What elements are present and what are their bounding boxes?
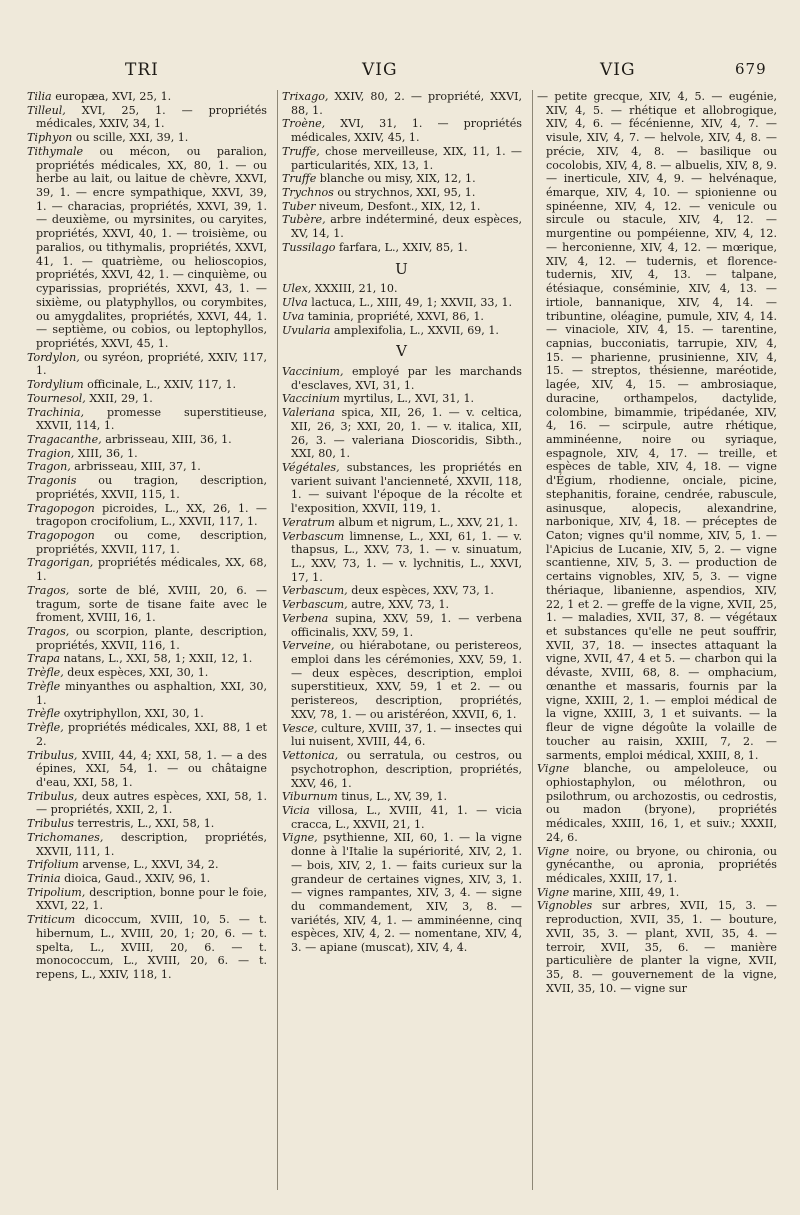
- index-references: sorte de blé, XVIII, 20, 6. — tragum, sorte de tisane faite avec le froment, XVIII, 16, 1.: [36, 583, 267, 625]
- index-references: limnense, L., XXI, 61, 1. — v. thapsus, L., XXV, 73, 1. — v. sinuatum, L., XXV, 73, 1. — v. lychnitis, L., XXVI, 17, 1.: [291, 529, 522, 584]
- index-references: ou serratula, ou cestros, ou psychotrophon, description, propriétés, XXV, 46, 1.: [291, 749, 522, 790]
- index-entry: [27, 406, 267, 433]
- index-references: arbre indéterminé, deux espèces, XV, 14, 1.: [291, 213, 522, 241]
- index-references: ou strychnos, XXI, 95, 1.: [333, 186, 476, 200]
- index-term: Vaccinium: [282, 392, 340, 406]
- index-term: Tilia: [27, 90, 52, 103]
- index-term: Valeriana: [282, 406, 335, 420]
- index-term: Tripolium,: [27, 885, 86, 899]
- index-references: deux espèces, XXV, 73, 1.: [347, 584, 494, 598]
- index-references: ou scille, XXI, 39, 1.: [72, 131, 189, 145]
- index-entry: [282, 790, 522, 804]
- column-1: [27, 90, 267, 1190]
- index-entry: [27, 556, 267, 583]
- index-term: Tordylium: [27, 378, 84, 392]
- index-entry: [27, 460, 267, 474]
- index-entry: [282, 461, 522, 516]
- index-term: Ulva: [282, 296, 308, 310]
- index-entry: [27, 886, 267, 913]
- index-references: dioica, Gaud., XXIV, 96, 1.: [60, 871, 211, 885]
- index-references: noire, ou bryone, ou chironia, ou gynécanthe, ou apronia, propriétés médicales, XXIII, 17, 1.: [546, 844, 777, 885]
- index-term: Tragorigan,: [27, 556, 94, 570]
- index-entry: [27, 351, 267, 378]
- index-term: Tragonis: [27, 474, 77, 488]
- index-entry: [537, 90, 777, 762]
- index-entry: [282, 831, 522, 954]
- index-term: Truffe: [282, 172, 317, 186]
- index-references: employé par les marchands d'esclaves, XVI, 31, 1.: [291, 364, 522, 392]
- index-entry: [27, 145, 267, 351]
- index-term: Uva: [282, 309, 305, 323]
- index-term: Trèfle,: [27, 666, 64, 680]
- index-references: promesse superstitieuse, XXVII, 114, 1.: [36, 405, 267, 433]
- index-references: ou come, description, propriétés, XXVII, 117, 1.: [36, 529, 267, 556]
- index-references: autre, XXV, 73, 1.: [347, 598, 450, 612]
- index-references: marine, XIII, 49, 1.: [569, 885, 680, 899]
- index-entry: [27, 680, 267, 707]
- index-term: Tilleul,: [27, 103, 66, 117]
- index-entry: [282, 804, 522, 831]
- index-references: description, bonne pour le foie, XXVI, 22, 1.: [36, 885, 267, 913]
- index-references: blanche ou misy, XIX, 12, 1.: [316, 172, 476, 186]
- index-term: Tournesol,: [27, 391, 86, 405]
- index-entry: [27, 721, 267, 748]
- index-term: Triticum: [27, 913, 76, 927]
- index-entry: [27, 131, 267, 145]
- index-references: substances, les propriétés en varient suivant l'ancienneté, XXVII, 118, 1. — suivant l'époque de la récolte et l'exposition, XXVII, 119, 1.: [291, 460, 522, 516]
- index-entry: [27, 817, 267, 831]
- index-term: Tragopogon: [27, 529, 95, 542]
- index-entry: [27, 858, 267, 872]
- index-term: Tussilago: [282, 240, 336, 254]
- index-references: villosa, L., XVIII, 41, 1. — vicia cracca, L., XXVII, 21, 1.: [291, 803, 522, 831]
- index-references: taminia, propriété, XXVI, 86, 1.: [304, 309, 484, 323]
- index-references: dicoccum, XVIII, 10, 5. — t. hibernum, L., XVIII, 20, 1; 20, 6. — t. spelta, L., XVIII, 20, 6. — t. monococcum, L., XVIII, 20, 6. — t. repens, L., XXIV, 118, 1.: [36, 913, 267, 981]
- page-number: 679: [735, 60, 767, 78]
- index-references: supina, XXV, 59, 1. — verbena officinalis, XXV, 59, 1.: [291, 611, 522, 639]
- index-term: Veratrum: [282, 515, 335, 529]
- index-references: XXII, 29, 1.: [85, 391, 153, 405]
- index-entry: [282, 282, 522, 296]
- index-term: Viburnum: [282, 790, 338, 804]
- index-entry: [537, 845, 777, 886]
- index-entry: [27, 584, 267, 625]
- index-references: deux autres espèces, XXI, 58, 1. — propriétés, XXII, 2, 1.: [36, 789, 267, 817]
- index-term: Verbascum,: [282, 584, 348, 598]
- index-entry: [27, 790, 267, 817]
- index-term: Tribulus,: [27, 748, 78, 762]
- index-entry: [282, 241, 522, 255]
- index-references: ou syréon, propriété, XXIV, 117, 1.: [36, 350, 267, 378]
- index-term: Trachinia,: [27, 405, 85, 419]
- index-entry: [27, 529, 267, 556]
- index-term: Verbena: [282, 611, 329, 625]
- section-letter-u: U: [395, 259, 409, 278]
- index-references: chose merveilleuse, XIX, 11, 1. — particularités, XIX, 13, 1.: [291, 144, 522, 172]
- index-entry: [27, 104, 267, 131]
- index-references: propriétés médicales, XXI, 88, 1 et 2.: [36, 721, 267, 748]
- index-columns: [27, 90, 777, 1190]
- index-entry: [282, 584, 522, 598]
- index-term: Tragion,: [27, 446, 75, 460]
- index-entry: [537, 762, 777, 844]
- index-references: ou hiérabotane, ou peristereos, emploi dans les cérémonies, XXV, 59, 1. — deux espèces, description, emploi superstitieux, XXV, 59, 1 et 2. — ou peristereos, description, propriétés, XXV, 78, 1. — ou aristéréon, XXVII, 6, 1.: [291, 639, 522, 721]
- index-entry: [282, 612, 522, 639]
- index-references: XIII, 36, 1.: [74, 446, 138, 460]
- index-entry: [27, 666, 267, 680]
- index-references: album et nigrum, L., XXV, 21, 1.: [334, 515, 518, 529]
- index-entry: [27, 90, 267, 104]
- index-entry: [282, 392, 522, 406]
- index-references: XXIV, 80, 2. — propriété, XXVI, 88, 1.: [291, 90, 522, 117]
- index-references: ou mécon, ou paralion, propriétés médicales, XX, 80, 1. — ou herbe au lait, ou laitue de chèvre, XXVI, 39, 1. — encre sympathique, XXVI, 39, 1. — characias, propriétés, XXVI, 39, 1. — deuxième, ou myrsinites, ou caryites, propriétés, XXVI, 40, 1. — troisième, ou paralios, ou tithymalis, propriétés, XXVI, 41, 1. — quatrième, ou helioscopios, propriétés, XXVI, 42, 1. — cinquième, ou cyparissias, propriétés, XXVI, 43, 1. — sixième, ou platyphyllos, ou corymbites, ou amygdalites, propriétés, XXVI, 44, 1. — septième, ou cobios, ou leptophyllos, propriétés, XXVI, 45, 1.: [36, 144, 267, 350]
- index-term: Tragopogon: [27, 501, 95, 515]
- index-entry: [537, 899, 777, 995]
- index-entry: [282, 365, 522, 392]
- index-entry: [282, 324, 522, 338]
- index-entry: [282, 117, 522, 144]
- index-references: spica, XII, 26, 1. — v. celtica, XII, 26, 3; XXI, 20, 1. — v. italica, XII, 26, 3. — valeriana Dioscoridis, Sibth., XXI, 80, 1.: [291, 406, 522, 461]
- index-term: Trèfle: [27, 679, 61, 693]
- index-entry: [27, 378, 267, 392]
- index-references: deux espèces, XXI, 30, 1.: [63, 666, 209, 680]
- index-references: blanche, ou ampeloleuce, ou ophiostaphylon, ou mélothron, ou psilothrum, ou archozostis, ou cedrostis, ou madon (bryone), propriétés médicales, XXIII, 16, 1, et suiv.; XXXII, 24, 6.: [546, 762, 777, 844]
- running-header: [0, 60, 800, 86]
- header-right: VIG: [600, 60, 636, 80]
- section-letter-v: V: [396, 342, 408, 361]
- index-references: arbrisseau, XIII, 37, 1.: [70, 460, 201, 474]
- index-term: Trapa: [27, 652, 61, 666]
- index-entry: [282, 186, 522, 200]
- index-entry: [282, 516, 522, 530]
- index-entry: [27, 625, 267, 652]
- index-term: Vignobles: [537, 899, 593, 913]
- index-references: myrtilus, L., XVI, 31, 1.: [339, 392, 475, 406]
- index-references: arbrisseau, XIII, 36, 1.: [101, 432, 232, 446]
- index-term: Trixago,: [282, 90, 329, 103]
- index-term: Vigne: [537, 844, 570, 858]
- index-term: Vaccinium,: [282, 364, 344, 378]
- index-references: natans, L., XXI, 58, 1; XXII, 12, 1.: [60, 652, 253, 666]
- header-left: TRI: [125, 60, 159, 80]
- index-references: oxytriphyllon, XXI, 30, 1.: [60, 707, 204, 721]
- index-references: lactuca, L., XIII, 49, 1; XXVII, 33, 1.: [307, 296, 513, 310]
- index-entry: [282, 310, 522, 324]
- index-references: description, propriétés, XXVII, 111, 1.: [36, 830, 267, 858]
- index-term: Végétales,: [282, 460, 340, 474]
- header-center: VIG: [362, 60, 398, 80]
- index-references: europæa, XVI, 25, 1.: [51, 90, 172, 103]
- index-entry: [282, 639, 522, 721]
- index-references: farfara, L., XXIV, 85, 1.: [335, 240, 468, 254]
- index-references: XXXIII, 21, 10.: [311, 282, 398, 296]
- index-term: Trèfle,: [27, 721, 64, 735]
- column-2: [277, 90, 522, 1190]
- index-entry: [537, 886, 777, 900]
- index-term: Tragos,: [27, 625, 70, 639]
- index-references: XVI, 25, 1. — propriétés médicales, XXIV, 34, 1.: [36, 103, 267, 131]
- index-term: Ulex,: [282, 282, 312, 296]
- index-entry: [282, 749, 522, 790]
- index-references: arvense, L., XXVI, 34, 2.: [78, 858, 219, 872]
- index-entry: [282, 722, 522, 749]
- index-term: Tuber: [282, 199, 316, 213]
- index-term: Tithymale: [27, 144, 84, 158]
- index-references: minyanthes ou asphaltion, XXI, 30, 1.: [36, 679, 267, 707]
- index-references: ou tragion, description, propriétés, XXVII, 115, 1.: [36, 474, 267, 501]
- index-references: sur arbres, XVII, 15, 3. — reproduction, XVII, 35, 1. — bouture, XVII, 35, 3. — plant, XVII, 35, 4. — terroir, XVII, 35, 6. — manière particulière de planter la vigne, XVII, 35, 8. — gouvernement de la vigne, XVII, 35, 10. — vigne sur: [546, 899, 777, 995]
- index-references: ou scorpion, plante, description, propriétés, XXVII, 116, 1.: [36, 625, 267, 652]
- index-entry: [27, 433, 267, 447]
- index-entry: [27, 474, 267, 501]
- index-entry: [282, 90, 522, 117]
- index-term: Truffe,: [282, 144, 320, 158]
- index-entry: [27, 831, 267, 858]
- index-entry: [27, 502, 267, 529]
- index-term: Tordylon,: [27, 350, 80, 364]
- index-entry: [27, 707, 267, 721]
- index-entry: [27, 447, 267, 461]
- index-term: Tragos,: [27, 583, 70, 597]
- index-entry: [27, 749, 267, 790]
- index-term: Verveine,: [282, 639, 335, 653]
- index-entry: [27, 392, 267, 406]
- index-references: XVI, 31, 1. — propriétés médicales, XXIV, 45, 1.: [291, 117, 522, 145]
- index-entry: [282, 213, 522, 240]
- index-term: Tribulus: [27, 817, 74, 831]
- index-term: Vigne,: [282, 831, 318, 845]
- index-entry: [282, 200, 522, 214]
- index-term: Vigne: [537, 762, 570, 776]
- index-term: Trychnos: [282, 186, 334, 200]
- index-references: picroides, L., XX, 26, 1. — tragopon crocifolium, L., XXVII, 117, 1.: [36, 501, 267, 529]
- column-3: [532, 90, 777, 1190]
- index-term: Trichomanes,: [27, 830, 104, 844]
- index-entry: [282, 598, 522, 612]
- index-term: Tragon,: [27, 460, 71, 474]
- index-term: Uvularia: [282, 323, 331, 337]
- index-term: Trifolium: [27, 858, 79, 872]
- index-term: Tiphyon: [27, 131, 73, 145]
- index-term: Troène,: [282, 117, 326, 131]
- index-entry: [282, 530, 522, 585]
- index-entry: [27, 652, 267, 666]
- index-references: culture, XVIII, 37, 1. — insectes qui lui nuisent, XVIII, 44, 6.: [291, 721, 522, 749]
- index-term: Vettonica,: [282, 749, 339, 763]
- index-term: Vesce,: [282, 721, 318, 735]
- index-references: niveum, Desfont., XIX, 12, 1.: [315, 199, 481, 213]
- index-references: tinus, L., XV, 39, 1.: [337, 790, 448, 804]
- index-term: Trinia: [27, 871, 61, 885]
- index-term: Vicia: [282, 803, 310, 817]
- index-references: propriétés médicales, XX, 68, 1.: [36, 556, 267, 584]
- index-entry: [282, 172, 522, 186]
- index-references: terrestris, L., XXI, 58, 1.: [73, 817, 215, 831]
- index-term: Verbascum,: [282, 598, 348, 612]
- index-references: XVIII, 44, 4; XXI, 58, 1. — a des épines, XXI, 54, 1. — ou châtaigne d'eau, XXI, 58, 1.: [36, 748, 267, 789]
- index-term: Verbascum: [282, 529, 345, 543]
- index-references: psythienne, XII, 60, 1. — la vigne donne à l'Italie la supériorité, XIV, 2, 1. — bois, XIV, 2, 1. — faits curieux sur la grandeur de certaines vignes, XIV, 3, 1. — vignes rampantes, XIV, 3, 4. — signe du commandement, XIV, 3, 8. — variétés, XIV, 4, 1. — amminéenne, cinq espèces, XIV, 4, 2. — nomentane, XIV, 4, 3. — apiane (muscat), XIV, 4, 4.: [291, 831, 522, 955]
- index-term: Tribulus,: [27, 789, 78, 803]
- index-term: Vigne: [537, 885, 570, 899]
- index-term: Trèfle: [27, 707, 61, 721]
- index-term: Tubère,: [282, 213, 326, 227]
- index-references: amplexifolia, L., XXVII, 69, 1.: [330, 323, 499, 337]
- index-entry: [282, 296, 522, 310]
- index-references: officinale, L., XXIV, 117, 1.: [83, 378, 237, 392]
- index-entry: [27, 872, 267, 886]
- index-references: — petite grecque, XIV, 4, 5. — eugénie, XIV, 4, 5. — rhétique et allobrogique, XIV, 4, 6. — fécénienne, XIV, 4, 7. — visule, XIV, 4, 7. — helvole, XIV, 4, 8. — précie, XIV, 4, 8. — basilique ou cocolobis, XIV, 4, 8. — albuelis, XIV, 8, 9. — inerticule, XIV, 4, 9. — helvénaque, émarque, XIV, 4, 10. — spionienne ou spinéenne, XIV, 4, 12. — venicule ou sircule ou stacule, XIV, 4, 12. — murgentine ou pompéienne, XIV, 4, 12. — herconienne, XIV, 4, 12. — mœrique, XIV, 4, 12. — tudernis, et florence-tudernis, XIV, 4, 13. — talpane, étésiaque, conséminie, XIV, 4, 13. — irtiole, bannanique, XIV, 4, 14. — tribuntine, oléagine, pumule, XIV, 4, 14. — vinaciole, XIV, 4, 15. — tarentine, capnias, bucconiatis, tarrupie, XIV, 4, 15. — pharienne, prusinienne, XIV, 4, 15. — streptos, thésienne, maréotide, lagée, XIV, 4, 15. — ambrosiaque, duracine, orthampelos, dactylide, colombine, bimammie, tripédanée, XIV, 4, 16. — scirpule, autre rhétique, amminéenne, noire ou syriaque, espagnole, XIV, 4, 17. — treille, et espèces de table, XIV, 4, 18. — vigne d'Égium, rhodienne, onciale, picine, stephanitis, foraine, cendrée, rabuscule, asinusque, alopecis, alexandrine, narbonique, XIV, 4, 18. — préceptes de Caton; vignes qu'il nomme, XIV, 5, 1. — l'Apicius de Lucanie, XIV, 5, 2. — vigne scantienne, XIV, 5, 3. — production de certains vignobles, XIV, 5, 3. — vigne thériaque, libanienne, aspendios, XIV, 22, 1 et 2. — greffe de la vigne, XVII, 25, 1. — maladies, XVII, 37, 8. — végétaux et substances qu'elle ne peut souffrir, XVII, 37, 18. — insectes attaquant la vigne, XVII, 47, 4 et 5. — charbon qui la dévaste, XVIII, 68, 8. — omphacium, œnanthe et massaris, fournis par la vigne, XXIII, 2, 1. — emploi médical de la vigne, XXIII, 3, 1 et suivants. — la fleur de vigne dégoûte la volaille de toucher au raisin, XXIII, 7, 2. — sarments, emploi médical, XXIII, 8, 1.: [537, 90, 777, 762]
- index-entry: [27, 913, 267, 982]
- index-entry: [282, 145, 522, 172]
- index-entry: [282, 406, 522, 461]
- index-term: Tragacanthe,: [27, 432, 102, 446]
